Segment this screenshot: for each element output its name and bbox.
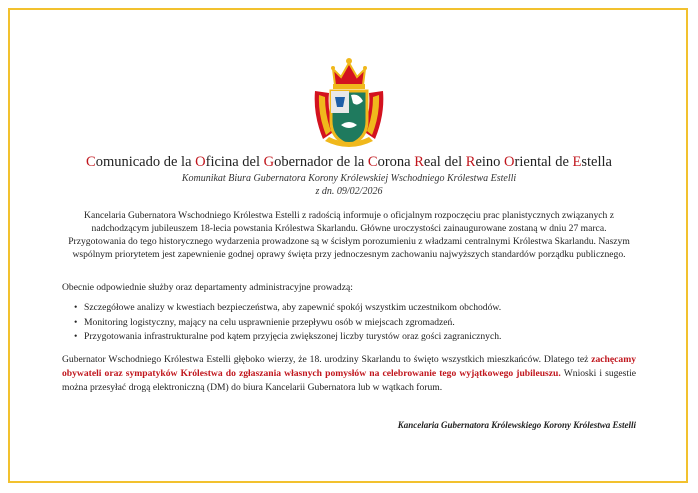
signature: Kancelaria Gubernatora Królewskiego Korony Królestwa Estelli [397, 420, 636, 430]
list-lead-text: Obecnie odpowiednie służby oraz departamenty administracyjne prowadzą: [62, 282, 353, 293]
closing-paragraph: Gubernator Wschodniego Królestwa Estelli głęboko wierzy, że 18. urodziny Skarlandu to święto wszystkich mieszkańców. Dlatego też zachęcamy obywateli oraz sympatyków Królestwa do zgłaszania własnych pomysłów na celebrowanie tego wyjątkowego jubileuszu. Wnioski i sugestie można przesyłać drogą elektroniczną (DM) do biura Kancelarii Gubernatora lub w wątkach forum. [62, 354, 636, 393]
intro-paragraph: Kancelaria Gubernatora Wschodniego Królestwa Estelli z radością informuje o oficjalnym rozpoczęciu prac planistycznych związanych z nadchodzącym jubileuszem 18-lecia powstania Królestwa Skarlandu. Główne uroczystości zainaugurowane zostaną w dniu 27 marca. Przygotowania do tego historycznego wydarzenia prowadzone są w ścisłym porozumieniu z władzami centralnymi Królestwa Skarlandu. Naszym wspólnym priorytetem jest zapewnienie godnej oprawy święta przy jednoczesnym zachowaniu najwyższych standardów porządku publicznego. [68, 210, 630, 260]
title-part: Oficina del [195, 154, 264, 170]
title-part: Corona [367, 154, 415, 170]
bullet-icon: • [74, 331, 78, 342]
list-item: • Przygotowania infrastrukturalne pod kątem przyjęcia zwiększonej liczby turystów oraz gości zagranicznych. [62, 330, 636, 345]
list-item: • Szczegółowe analizy w kwestiach bezpieczeństwa, aby zapewnić spokój wszystkim uczestnikom obchodów. [62, 301, 636, 316]
activity-list [62, 301, 636, 345]
list-item: • Monitoring logistyczny, mający na celu usprawnienie przepływu osób w miejscach zgromadzeń. [62, 316, 636, 331]
title-part: Gobernador de la [263, 154, 368, 170]
call-to-action-text: zachęcamy obywateli oraz sympatyków Królestwa do zgłaszania własnych pomysłów na celebrowanie tego wyjątkowego jubileuszu. [62, 354, 636, 379]
document-date: z dn. 09/02/2026 [315, 186, 383, 197]
document-subtitle: Komunikat Biura Gubernatora Korony Królewskiej Wschodniego Królestwa Estelli [181, 173, 517, 184]
bullet-icon: • [74, 302, 78, 313]
title-part: Oriental de [504, 154, 573, 170]
bullet-icon: • [74, 316, 78, 328]
title-part: Comunicado de la [86, 154, 196, 170]
document-title [30, 154, 668, 171]
title-part: Real del [414, 154, 466, 170]
coat-of-arms-icon [311, 55, 387, 153]
title-part: Estella [572, 154, 612, 170]
title-part: Reino [465, 154, 505, 170]
